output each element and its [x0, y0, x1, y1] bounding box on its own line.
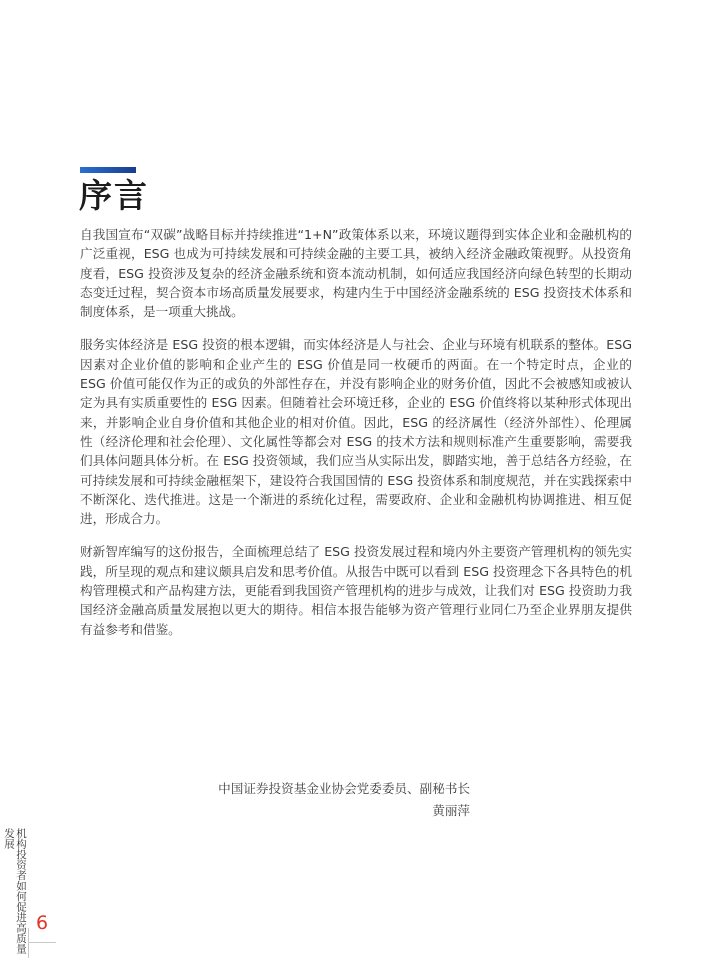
paragraph-1: 自我国宣布“双碳”战略目标并持续推进“1+N”政策体系以来，环境议题得到实体企业和金融机构的广泛重视，ESG 也成为可持续发展和可持续金融的主要工具，被纳入经济金融政策视野。从投资角度看，ESG 投资涉及复杂的经济金融系统和资本流动机制，如何适应我国经济向绿色转型的长期动态变迁过程，契合资本市场高质量发展要求，构建内生于中国经济金融系统的 ESG 投资技术体系和制度体系，是一项重大挑战。: [80, 227, 632, 320]
side-divider: [28, 928, 29, 958]
paragraph-2: 服务实体经济是 ESG 投资的根本逻辑，而实体经济是人与社会、企业与环境有机联系的整体。ESG 因素对企业价值的影响和企业产生的 ESG 价值是同一枚硬币的两面。在一个特定时点，企业的 ESG 价值可能仅作为正的或负的外部性存在，并没有影响企业的财务价值，因此不会被感知或被认定为具有实质重要性的 ESG 因素。但随着社会环境迁移，企业的 ESG 价值终将以某种形式体现出来，并影响企业自身价值和其他企业的相对价值。因此，ESG 的经济属性（经济外部性）、伦理属性（经济伦理和社会伦理）、文化属性等都会对 ESG 的技术方法和规则标准产生重要影响，需要我们具体问题具体分析。在 ESG 投资领域，我们应当从实际出发，脚踏实地，善于总结各方经验，在可持续发展和可持续金融框架下，建设符合我国国情的 ESG 投资体系和制度规范，并在实践探索中不断深化、迭代推进。这是一个渐进的系统化过程，需要政府、企业和金融机构协调推进、相互促进，形成合力。: [80, 337, 632, 527]
side-running-title: 机构投资者如何促进高质量发展: [3, 828, 27, 954]
signature-name: 黄丽萍: [432, 803, 470, 818]
page-number: 6: [36, 912, 49, 934]
page-title: 序言: [79, 176, 149, 215]
title-accent-bar: [80, 167, 136, 173]
paragraph-3: 财新智库编写的这份报告，全面梳理总结了 ESG 投资发展过程和境内外主要资产管理机构的领先实践，所呈现的观点和建议颇具启发和思考价值。从报告中既可以看到 ESG 投资理念下各具特色的机构管理模式和产品构建方法，更能看到我国资产管理机构的进步与成效，让我们对 ESG 投资助力我国经济金融高质量发展抱以更大的期待。相信本报告能够为资产管理行业同仁乃至企业界朋友提供有益参考和借鉴。: [80, 544, 632, 637]
preface-body: [80, 225, 632, 653]
signature-block: [218, 778, 470, 822]
bottom-divider: [28, 942, 56, 943]
signature-position: 中国证券投资基金业协会党委委员、副秘书长: [218, 781, 470, 796]
